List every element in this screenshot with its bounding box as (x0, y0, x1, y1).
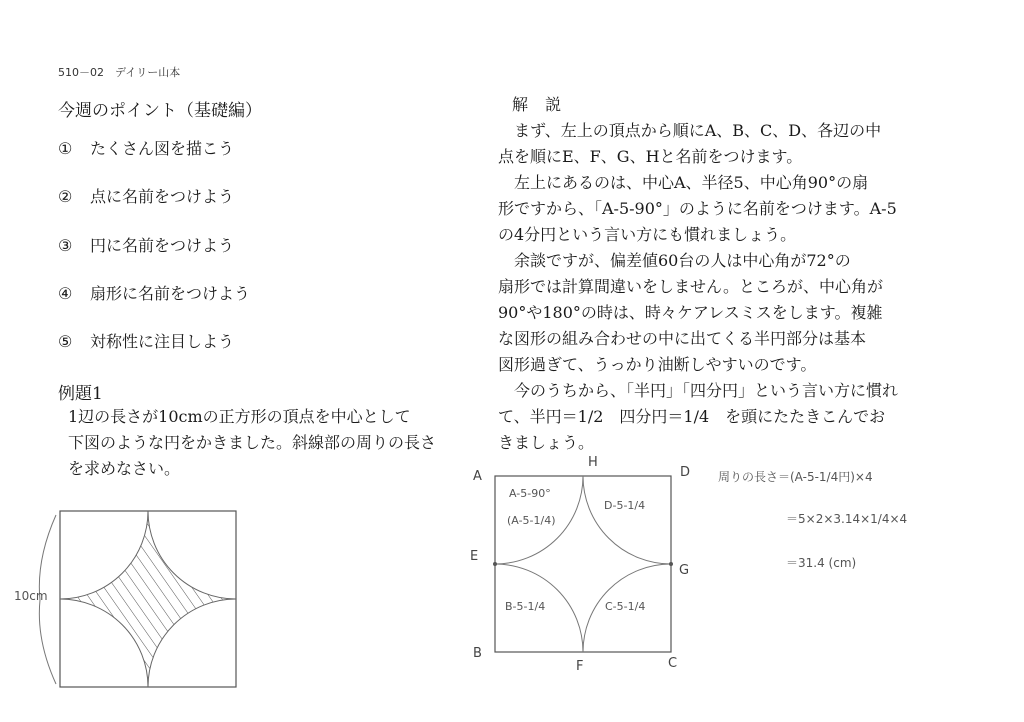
explanation-line-13: きましょう。 (498, 433, 595, 452)
midpoint-f: F (576, 659, 584, 674)
document-code: 510－02 デイリー山本 (58, 66, 181, 79)
explanation-line-11: 今のうちから、「半円」「四分円」という言い方に慣れ (498, 381, 899, 400)
explanation-line-9: な図形の組み合わせの中に出てくる半円部分は基本 (498, 329, 867, 348)
point-text: 扇形に名前をつけよう (90, 284, 251, 303)
point-number: ④ (58, 284, 73, 303)
explanation-line-8: 90°や180°の時は、時々ケアレスミスをします。複雑 (498, 303, 883, 322)
midpoint-e: E (470, 549, 479, 564)
calc-line-3: ＝31.4 (cm) (786, 556, 857, 570)
sector-label-a: A-5-90° (509, 487, 551, 500)
vertex-d: D (680, 465, 691, 480)
midpoint-h: H (588, 455, 598, 470)
example-line-1: 1辺の長さが10cmの正方形の頂点を中心として (68, 407, 411, 426)
explanation-line-12: て、半円＝1/2 四分円＝1/4 を頭にたたきこんでお (498, 407, 886, 426)
vertex-b: B (473, 646, 482, 661)
hatched-region (60, 511, 236, 687)
point-text: 円に名前をつけよう (90, 236, 235, 255)
example-line-2: 下図のような円をかきました。斜線部の周りの長さ (68, 433, 437, 452)
sector-label-d: D-5-1/4 (604, 499, 646, 512)
explanation-line-7: 扇形では計算間違いをしません。ところが、中心角が (498, 277, 883, 296)
point-number: ① (58, 139, 73, 158)
explanation-line-5: の4分円という言い方にも慣れましょう。 (498, 225, 797, 244)
right-figure (470, 455, 690, 674)
left-figure (0, 423, 324, 722)
point-text: たくさん図を描こう (90, 139, 235, 158)
calculation (718, 470, 907, 570)
point-text: 対称性に注目しよう (90, 332, 235, 351)
explanation-title: 解 説 (512, 95, 568, 114)
calc-line-2: ＝5×2×3.14×1/4×4 (786, 512, 908, 526)
midpoint-g: G (679, 563, 690, 578)
example-title: 例題1 (58, 384, 103, 404)
vertex-c: C (668, 656, 678, 671)
explanation-line-1: まず、左上の頂点から順にA、B、C、D、各辺の中 (498, 121, 882, 140)
points-title: 今週のポイント（基礎編） (58, 101, 262, 121)
vertex-a: A (473, 469, 482, 484)
midpoint-dot-g (669, 562, 673, 566)
calc-line-1: 周りの長さ＝(A-5-1/4円)×4 (718, 470, 873, 484)
explanation-line-6: 余談ですが、偏差値60台の人は中心角が72°の (498, 251, 851, 270)
side-length-label: 10cm (14, 589, 48, 603)
midpoint-dot-e (493, 562, 497, 566)
explanation-line-2: 点を順にE、F、G、Hと名前をつけます。 (498, 147, 803, 166)
sector-label-c: C-5-1/4 (605, 600, 646, 613)
point-number: ② (58, 187, 73, 206)
right-arc-d (583, 476, 671, 564)
point-number: ⑤ (58, 332, 73, 351)
point-text: 点に名前をつけよう (90, 187, 235, 206)
explanation-line-10: 図形過ぎて、うっかり油断しやすいのです。 (498, 355, 817, 374)
explanation-line-3: 左上にあるのは、中心A、半径5、中心角90°の扇 (498, 173, 869, 192)
explanation-line-4: 形ですから、「A-5-90°」のように名前をつけます。A-5 (498, 199, 897, 218)
point-number: ③ (58, 236, 73, 255)
example-line-3: を求めなさい。 (68, 459, 181, 478)
sector-label-a-alt: (A-5-1/4) (507, 514, 556, 527)
sector-label-b: B-5-1/4 (505, 600, 546, 613)
